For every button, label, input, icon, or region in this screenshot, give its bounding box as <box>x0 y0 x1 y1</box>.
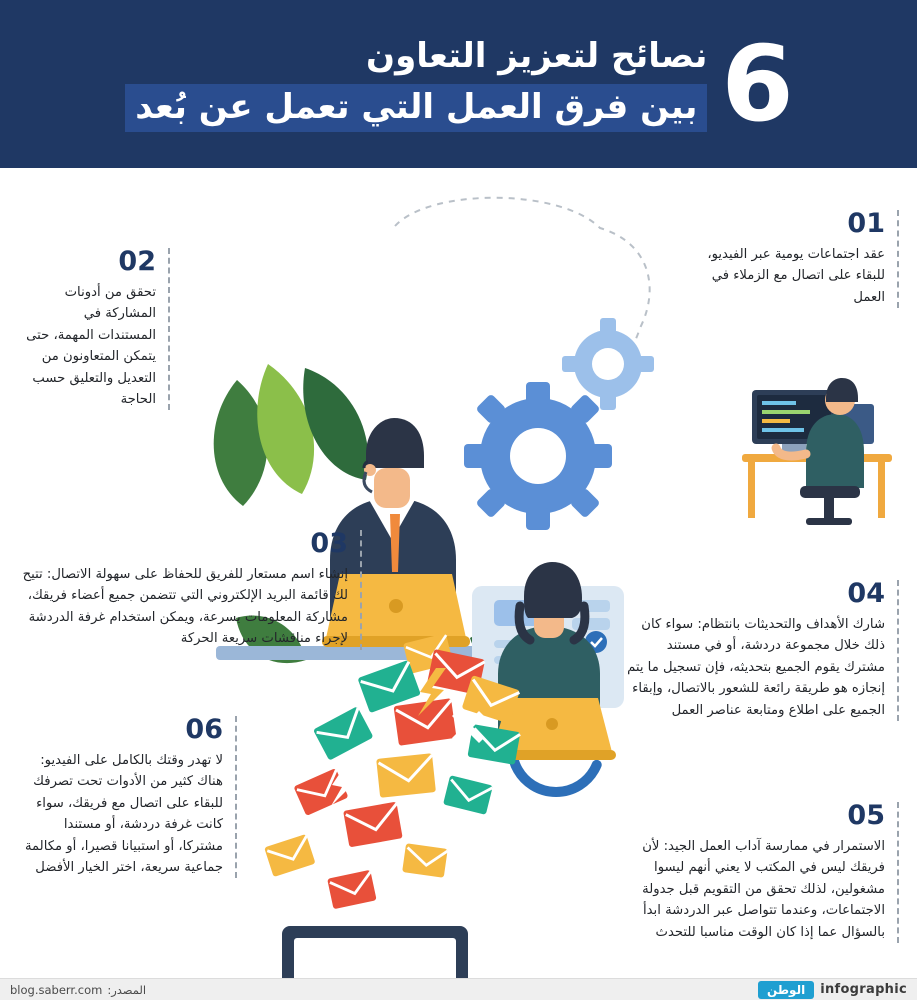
tip-number-03: 03 <box>310 528 348 559</box>
gear-icons <box>464 318 654 530</box>
brand-infographic-label: infographic <box>820 982 907 997</box>
tip-block-02 <box>22 248 170 410</box>
header-title-line-1: نصائح لتعزيز التعاون <box>366 36 708 77</box>
tip-block-03 <box>22 530 362 650</box>
tip-number-04: 04 <box>847 578 885 609</box>
tip-block-04 <box>624 580 899 721</box>
remote-worker-scene <box>742 378 892 525</box>
tip-text-06: لا تهدر وقتك بالكامل على الفيديو: هناك كثير من الأدوات تحت تصرفك للبقاء على اتصال مع فريقك، سواء كانت غرفة دردشة، أو مستندا مشتركا، أو استبيانا قصيرا، أو مكالمة جماعية سريعة، اختر الخيار الأفضل <box>24 753 223 875</box>
tip-text-01: عقد اجتماعات يومية عبر الفيديو، للبقاء على اتصال مع الزملاء في العمل <box>707 247 885 305</box>
tip-block-05 <box>624 802 899 943</box>
laptop-device <box>256 926 494 978</box>
header-content <box>99 22 817 145</box>
tip-block-06 <box>22 716 237 878</box>
header-title-lines <box>125 35 707 132</box>
footer-bar <box>0 978 917 1000</box>
tip-number-02: 02 <box>118 246 156 277</box>
brand-logo-badge: الوطن <box>758 981 814 999</box>
footer-source-url[interactable]: blog.saberr.com <box>10 982 103 997</box>
tip-block-01 <box>689 210 899 308</box>
tip-text-03: إنشاء اسم مستعار للفريق للحفاظ على سهولة الاتصال: تتيح لك قائمة البريد الإلكتروني التي تتضمن جميع أعضاء فريقك، مشاركة المعلومات بسرعة، ويمكن استخدام غرفة الدردشة لإجراء مناقشات سريعة الحركة <box>22 567 348 647</box>
footer-source <box>10 983 146 997</box>
infographic-body <box>0 168 917 978</box>
header-banner <box>0 0 917 168</box>
envelope-burst <box>264 633 520 909</box>
header-title-line-2: بين فرق العمل التي تعمل عن بُعد <box>125 84 707 133</box>
tip-number-06: 06 <box>185 714 223 745</box>
header-big-number: 6 <box>721 22 792 145</box>
footer-brand <box>758 981 907 999</box>
tip-number-05: 05 <box>847 800 885 831</box>
tip-text-05: الاستمرار في ممارسة آداب العمل الجيد: لأن فريقك ليس في المكتب لا يعني أنهم ليسوا مشغولين، لذلك تحقق من التقويم قبل جدولة الاجتماعات، وعندما تتواصل عبر الدردشة ابدأ بالسؤال عما إذا كان الوقت مناسبا للتحدث <box>642 839 885 940</box>
tip-text-02: تحقق من أدونات المشاركة في المستندات المهمة، حتى يتمكن المتعاونون من التعديل والتعليق حسب الحاجة <box>26 285 156 407</box>
footer-source-label: المصدر: <box>107 982 147 997</box>
tip-number-01: 01 <box>847 208 885 239</box>
tip-text-04: شارك الأهداف والتحديثات بانتظام: سواء كان ذلك خلال مجموعة دردشة، أو في مستند مشترك يقوم الجميع بتحديثه، فإن تسجيل ما يتم إنجازه هو طريقة رائعة للشعور بالاتصال، وإبقاء الجميع على اطلاع ومتابعة عناصر العمل <box>627 617 885 718</box>
